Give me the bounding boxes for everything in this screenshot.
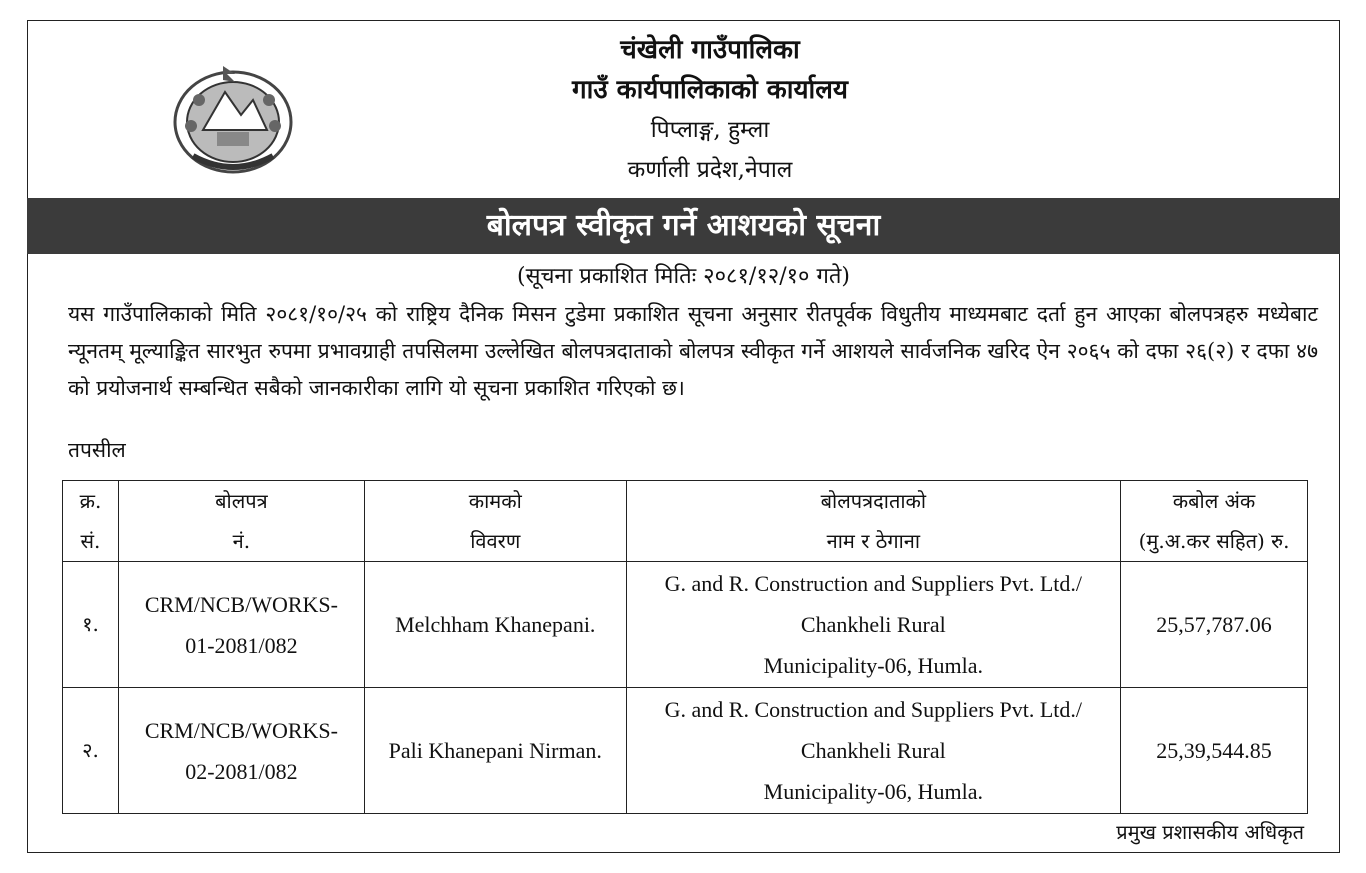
table-row [63,688,1308,814]
cell-amount: 25,39,544.85 [1121,688,1308,814]
cell-serial: १. [63,562,119,688]
cell-bid-number: CRM/NCB/WORKS- 02-2081/082 [118,688,364,814]
header-bid-number: बोलपत्र नं. [118,481,364,562]
cell-work: Pali Khanepani Nirman. [364,688,626,814]
table-header-row [63,481,1308,562]
cell-amount: 25,57,787.06 [1121,562,1308,688]
cell-bidder: G. and R. Construction and Suppliers Pvt. Ltd./ Chankheli Rural Municipality-06, Humla. [626,688,1120,814]
cell-serial: २. [63,688,119,814]
notice-title-banner: बोलपत्र स्वीकृत गर्ने आशयको सूचना [27,198,1340,254]
header-bidder-name-address: बोलपत्रदाताको नाम र ठेगाना [626,481,1120,562]
office-location: पिप्लाङ्ग, हुम्ला [650,117,770,143]
cell-work: Melchham Khanepani. [364,562,626,688]
notice-body: यस गाउँपालिकाको मिति २०८१/१०/२५ को राष्ट्रिय दैनिक मिसन टुडेमा प्रकाशित सूचना अनुसार रीतपूर्वक विधुतीय माध्यमबाट दर्ता हुन आएका बोलपत्रहरु मध्येबाट न्यूनतम् मूल्याङ्कित सारभुत रुपमा प्रभावग्राही तपसिलमा उल्लेखित बोलपत्रदाताको बोलपत्र स्वीकृत गर्ने आशयले सार्वजनिक खरिद ऐन २०६५ को दफा २६(२) र दफा ४७ को प्रयोजनार्थ सम्बन्धित सबैको जानकारीका लागि यो सूचना प्रकाशित गरिएको छ। [68,302,1318,400]
table-row [63,562,1308,688]
office-name: चंखेली गाउँपालिका [620,35,800,65]
award-table [62,480,1308,814]
header-serial: क्र. सं. [63,481,119,562]
header-work-description: कामको विवरण [364,481,626,562]
office-subtitle: गाउँ कार्यपालिकाको कार्यालय [572,75,848,105]
office-province: कर्णाली प्रदेश,नेपाल [627,157,793,183]
nepal-emblem-icon [163,60,303,178]
cell-bidder: G. and R. Construction and Suppliers Pvt. Ltd./ Chankheli Rural Municipality-06, Humla. [626,562,1120,688]
cell-bid-number: CRM/NCB/WORKS- 01-2081/082 [118,562,364,688]
details-label: तपसील [68,438,126,462]
signatory-title: प्रमुख प्रशासकीय अधिकृत [1116,820,1304,844]
header-bid-amount: कबोल अंक (मु.अ.कर सहित) रु. [1121,481,1308,562]
publish-date: (सूचना प्रकाशित मितिः २०८१/१२/१० गते) [516,264,850,289]
